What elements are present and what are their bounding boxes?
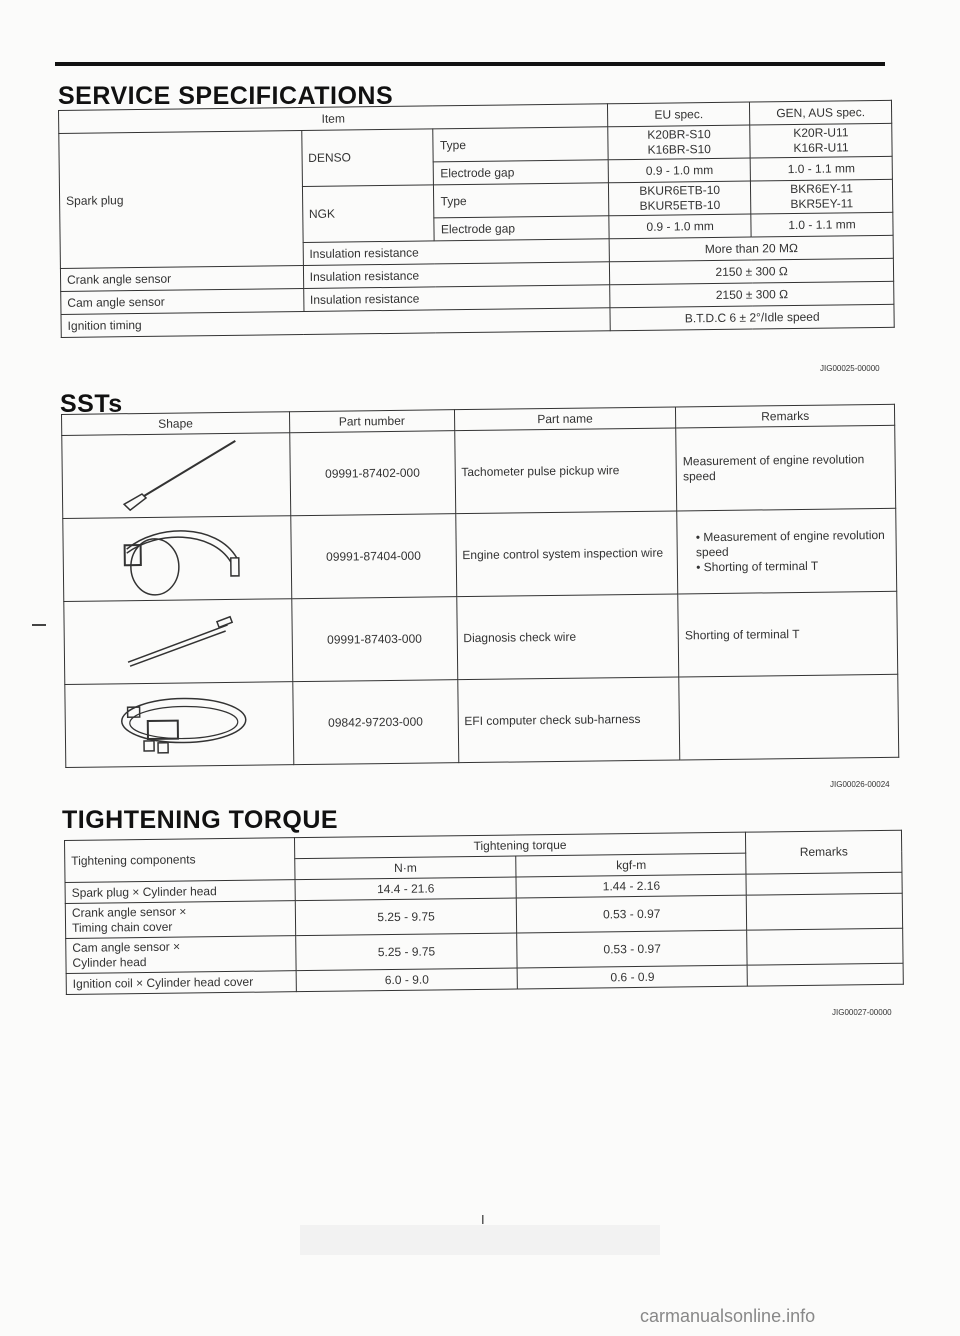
ngk-gap-eu: 0.9 - 1.0 mm — [609, 214, 751, 239]
sub-harness-illustration — [104, 686, 255, 764]
header-tightening-components: Tightening components — [65, 838, 295, 883]
ssts-table — [61, 404, 899, 768]
sst-remarks — [677, 508, 897, 594]
ngk-gap-gen: 1.0 - 1.1 mm — [751, 212, 893, 237]
header-part-name: Part name — [454, 407, 676, 431]
crank-insulation-label: Insulation resistance — [303, 262, 610, 289]
torque-remarks — [747, 928, 903, 965]
cam-insulation-label: Insulation resistance — [303, 285, 610, 312]
sst-part-number: 09842-97203-000 — [293, 680, 459, 765]
torque-component: Spark plug × Cylinder head — [65, 880, 295, 904]
spec-ref-code: JIG00025-00000 — [820, 364, 880, 373]
cam-sensor-label: Cam angle sensor — [61, 289, 304, 315]
torque-kgfm: 0.6 - 0.9 — [518, 965, 748, 989]
torque-nm: 5.25 - 9.75 — [295, 898, 517, 936]
sst-part-name: Tachometer pulse pickup wire — [454, 428, 677, 514]
torque-kgfm: 0.53 - 0.97 — [517, 930, 747, 968]
denso-label: DENSO — [301, 129, 434, 187]
denso-type-gen: K20R-U11 K16R-U11 — [750, 123, 892, 158]
torque-nm: 14.4 - 21.6 — [295, 877, 517, 901]
ngk-type-gen: BKR6EY-11 BKR5EY-11 — [751, 179, 893, 214]
header-rule — [55, 62, 885, 66]
header-item: Item — [59, 104, 608, 134]
torque-kgfm: 0.53 - 0.97 — [517, 895, 747, 933]
crank-insulation-value: 2150 ± 300 Ω — [610, 258, 894, 284]
torque-component: Ignition coil × Cylinder head cover — [66, 971, 296, 995]
cam-insulation-value: 2150 ± 300 Ω — [610, 281, 894, 307]
margin-mark — [32, 624, 46, 626]
inspection-wire-illustration — [97, 518, 258, 600]
spark-insulation-label: Insulation resistance — [303, 239, 610, 266]
ssts-title: SSTs — [60, 390, 123, 418]
sst-part-number: 09991-87402-000 — [290, 431, 456, 516]
header-eu-spec: EU spec. — [608, 102, 750, 127]
sst-remarks: Measurement of engine revolution speed — [676, 425, 896, 511]
torque-component: Crank angle sensor × Timing chain cover — [65, 901, 295, 939]
ignition-timing-label: Ignition timing — [61, 308, 610, 338]
torque-nm: 6.0 - 9.0 — [296, 968, 518, 992]
tightening-torque-table — [64, 830, 904, 995]
shape-inspection-wire — [63, 516, 292, 602]
sst-remarks: Shorting of terminal T — [678, 591, 898, 677]
spark-plug-label: Spark plug — [59, 131, 303, 269]
torque-ref-code: JIG00027-00000 — [832, 1008, 892, 1017]
header-torque-remarks: Remarks — [746, 830, 902, 874]
sst-part-number: 09991-87404-000 — [291, 514, 457, 599]
torque-remarks — [746, 893, 902, 930]
torque-remarks — [746, 872, 902, 895]
torque-nm: 5.25 - 9.75 — [295, 933, 517, 971]
header-kgfm: kgf-m — [516, 853, 746, 877]
header-part-number: Part number — [289, 410, 454, 433]
tightening-torque-title: TIGHTENING TORQUE — [62, 806, 339, 834]
header-gen-aus-spec: GEN, AUS spec. — [750, 100, 892, 125]
sst-part-name: EFI computer check sub-harness — [457, 677, 680, 763]
watermark: carmanualsonline.info — [640, 1306, 816, 1326]
page-number: I — [481, 1212, 485, 1227]
denso-type-label: Type — [433, 127, 608, 162]
denso-gap-eu: 0.9 - 1.0 mm — [608, 158, 750, 183]
denso-type-eu: K20BR-S10 K16BR-S10 — [608, 125, 750, 160]
pickup-wire-illustration — [106, 437, 247, 515]
ignition-timing-value: B.T.D.C 6 ± 2°/Idle speed — [610, 304, 894, 330]
sst-remark-bullet: • Measurement of engine revolution speed — [696, 527, 890, 559]
sst-remarks — [679, 674, 899, 760]
spark-insulation-value: More than 20 MΩ — [609, 235, 893, 261]
shape-sub-harness — [65, 682, 294, 768]
crank-sensor-label: Crank angle sensor — [60, 266, 303, 292]
shape-diagnosis-wire — [64, 599, 293, 685]
denso-gap-label: Electrode gap — [434, 160, 609, 185]
header-shape: Shape — [62, 412, 290, 436]
denso-gap-gen: 1.0 - 1.1 mm — [750, 156, 892, 181]
ssts-ref-code: JIG00026-00024 — [830, 780, 890, 789]
faded-footer-area — [300, 1225, 660, 1255]
service-specifications-title: SERVICE SPECIFICATIONS — [58, 82, 394, 110]
shape-pickup-wire — [62, 433, 291, 519]
sst-remark-bullet: • Shorting of terminal T — [696, 557, 890, 574]
header-remarks: Remarks — [676, 404, 895, 428]
ngk-type-label: Type — [434, 183, 609, 218]
diagnosis-wire-illustration — [108, 611, 249, 673]
ngk-gap-label: Electrode gap — [434, 216, 609, 241]
torque-component: Cam angle sensor × Cylinder head — [66, 936, 296, 974]
sst-part-name: Diagnosis check wire — [456, 594, 679, 680]
sst-part-name: Engine control system inspection wire — [455, 511, 678, 597]
ngk-type-eu: BKUR6ETB-10 BKUR5ETB-10 — [609, 181, 751, 216]
header-tightening-torque: Tightening torque — [294, 832, 746, 859]
torque-remarks — [747, 963, 903, 986]
sst-part-number: 09991-87403-000 — [292, 597, 458, 682]
service-specifications-table — [58, 100, 895, 338]
ngk-label: NGK — [302, 185, 435, 243]
torque-kgfm: 1.44 - 2.16 — [516, 874, 746, 898]
header-nm: N·m — [294, 856, 516, 880]
